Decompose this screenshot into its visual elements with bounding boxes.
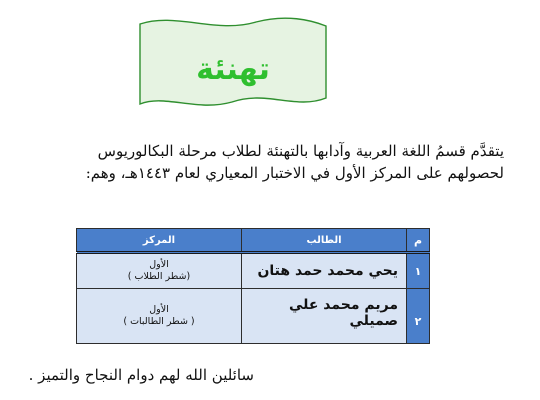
rank-label: الأول xyxy=(149,259,169,270)
student-rank xyxy=(77,253,242,289)
banner-title: تهنئة xyxy=(196,52,270,87)
table-row xyxy=(77,253,430,289)
greeting-banner xyxy=(136,14,330,110)
closing-sentence: سائلين الله لهم دوام النجاح والتميز . xyxy=(28,366,254,384)
row-number: ٢ xyxy=(407,289,430,344)
student-name: يحي محمد حمد هتان xyxy=(242,253,407,289)
rank-label: الأول xyxy=(149,304,169,315)
table-header-row xyxy=(77,229,430,253)
intro-paragraph xyxy=(0,140,504,184)
intro-line-2: لحصولهم على المركز الأول في الاختبار المعياري لعام ١٤٤٣هـ، وهم: xyxy=(85,164,504,182)
student-name: مريم محمد علي صميلي xyxy=(242,289,407,344)
rank-section: (شطر الطلاب ) xyxy=(127,271,191,282)
header-rank: المركز xyxy=(77,229,242,253)
rank-section: ( شطر الطالبات ) xyxy=(123,316,195,327)
winners-table xyxy=(76,228,430,344)
student-rank xyxy=(77,289,242,344)
intro-line-1: يتقدَّم قسمُ اللغة العربية وآدابها بالتهنئة لطلاب مرحلة البكالوريوس xyxy=(97,142,504,160)
header-number: م xyxy=(407,229,430,253)
row-number: ١ xyxy=(407,253,430,289)
table-row xyxy=(77,289,430,344)
header-student: الطالب xyxy=(242,229,407,253)
